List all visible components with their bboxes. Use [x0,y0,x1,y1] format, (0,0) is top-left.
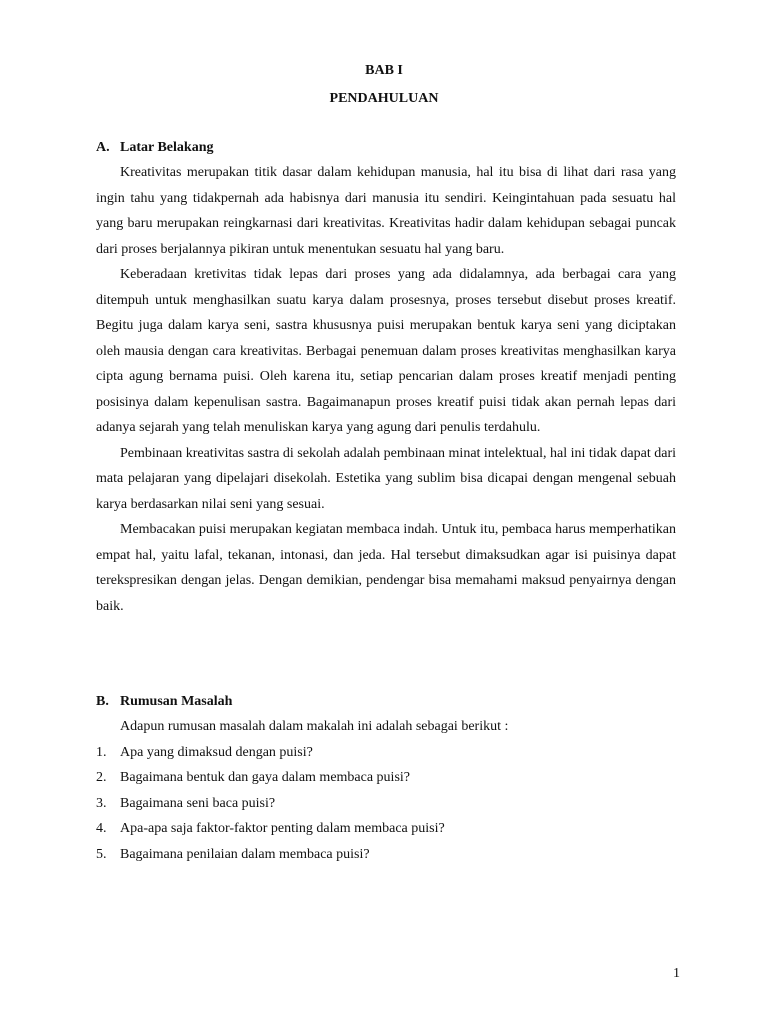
paragraph: Membacakan puisi merupakan kegiatan membaca indah. Untuk itu, pembaca harus memperhatikan empat hal, yaitu lafal, tekanan, intonasi, dan jeda. Hal tersebut dimaksudkan agar isi puisinya dapat terekspresikan dengan jelas. Dengan demikian, pendengar bisa memahami maksud penyairnya dengan baik. [96,522,676,614]
paragraph: Kreativitas merupakan titik dasar dalam kehidupan manusia, hal itu bisa di lihat dari rasa yang ingin tahu yang tidakpernah ada habisnya dari manusia itu sendiri. Keingintahuan pada sesuatu hal yang baru merupakan reingkarnasi dari kreativitas. Kreativitas hadir dalam kehidupan sebagai puncak dari proses berjalannya pikiran untuk menentukan sesuatu hal yang baru. [96,165,676,257]
section-letter: A. [96,140,110,155]
list-number: 5. [96,846,107,862]
list-intro: Adapun rumusan masalah dalam makalah ini adalah sebagai berikut : [120,719,509,734]
section-title: Rumusan Masalah [120,694,233,709]
list-number: 4. [96,821,107,836]
chapter-title: PENDAHULUAN [329,91,439,106]
chapter-number: BAB I [365,63,403,78]
list-item [96,740,676,766]
list-item [96,816,676,842]
list-text: Bagaimana penilaian dalam membaca puisi? [120,846,370,862]
list-number: 2. [96,770,107,785]
list-text: Bagaimana bentuk dan gaya dalam membaca puisi? [120,770,411,785]
page-number: 1 [673,966,680,981]
section-title: Latar Belakang [120,140,214,155]
list-item [96,791,676,817]
list-number: 3. [96,795,107,811]
list-text: Bagaimana seni baca puisi? [120,795,276,811]
section-heading [96,139,676,156]
section-latar-belakang [96,139,676,619]
numbered-list [96,740,676,868]
list-item [96,842,676,868]
section-heading [96,693,676,710]
list-number: 1. [96,744,107,760]
section-rumusan-masalah [96,693,676,867]
paragraph: Pembinaan kreativitas sastra di sekolah adalah pembinaan minat intelektual, hal ini tidak dapat dari mata pelajaran yang dipelajari disekolah. Estetika yang sublim bisa dicapai dengan mengenal sebuah karya berdasarkan nilai seni yang sesuai. [96,445,676,512]
list-text: Apa yang dimaksud dengan puisi? [120,744,313,760]
list-item [96,765,676,791]
paragraph: Keberadaan kretivitas tidak lepas dari proses yang ada didalamnya, ada berbagai cara yang ditempuh untuk menghasilkan suatu karya dalam prosesnya, proses tersebut disebut proses kreatif. Begitu juga dalam karya seni, sastra khususnya puisi merupakan bentuk karya seni yang diciptakan oleh mausia dengan cara kreativitas. Berbagai penemuan dalam proses kreativitas menghasilkan karya cipta agung bernama puisi. Oleh karena itu, setiap pencarian dalam proses kreatif menjadi penting posisinya dalam kepenulisan sastra. Bagaimanapun proses kreatif puisi tidak akan pernah lepas dari adanya sejarah yang telah menuliskan karya yang agung dari penulis terdahulu. [96,267,676,435]
list-text: Apa-apa saja faktor-faktor penting dalam membaca puisi? [120,821,445,836]
section-letter: B. [96,694,109,709]
